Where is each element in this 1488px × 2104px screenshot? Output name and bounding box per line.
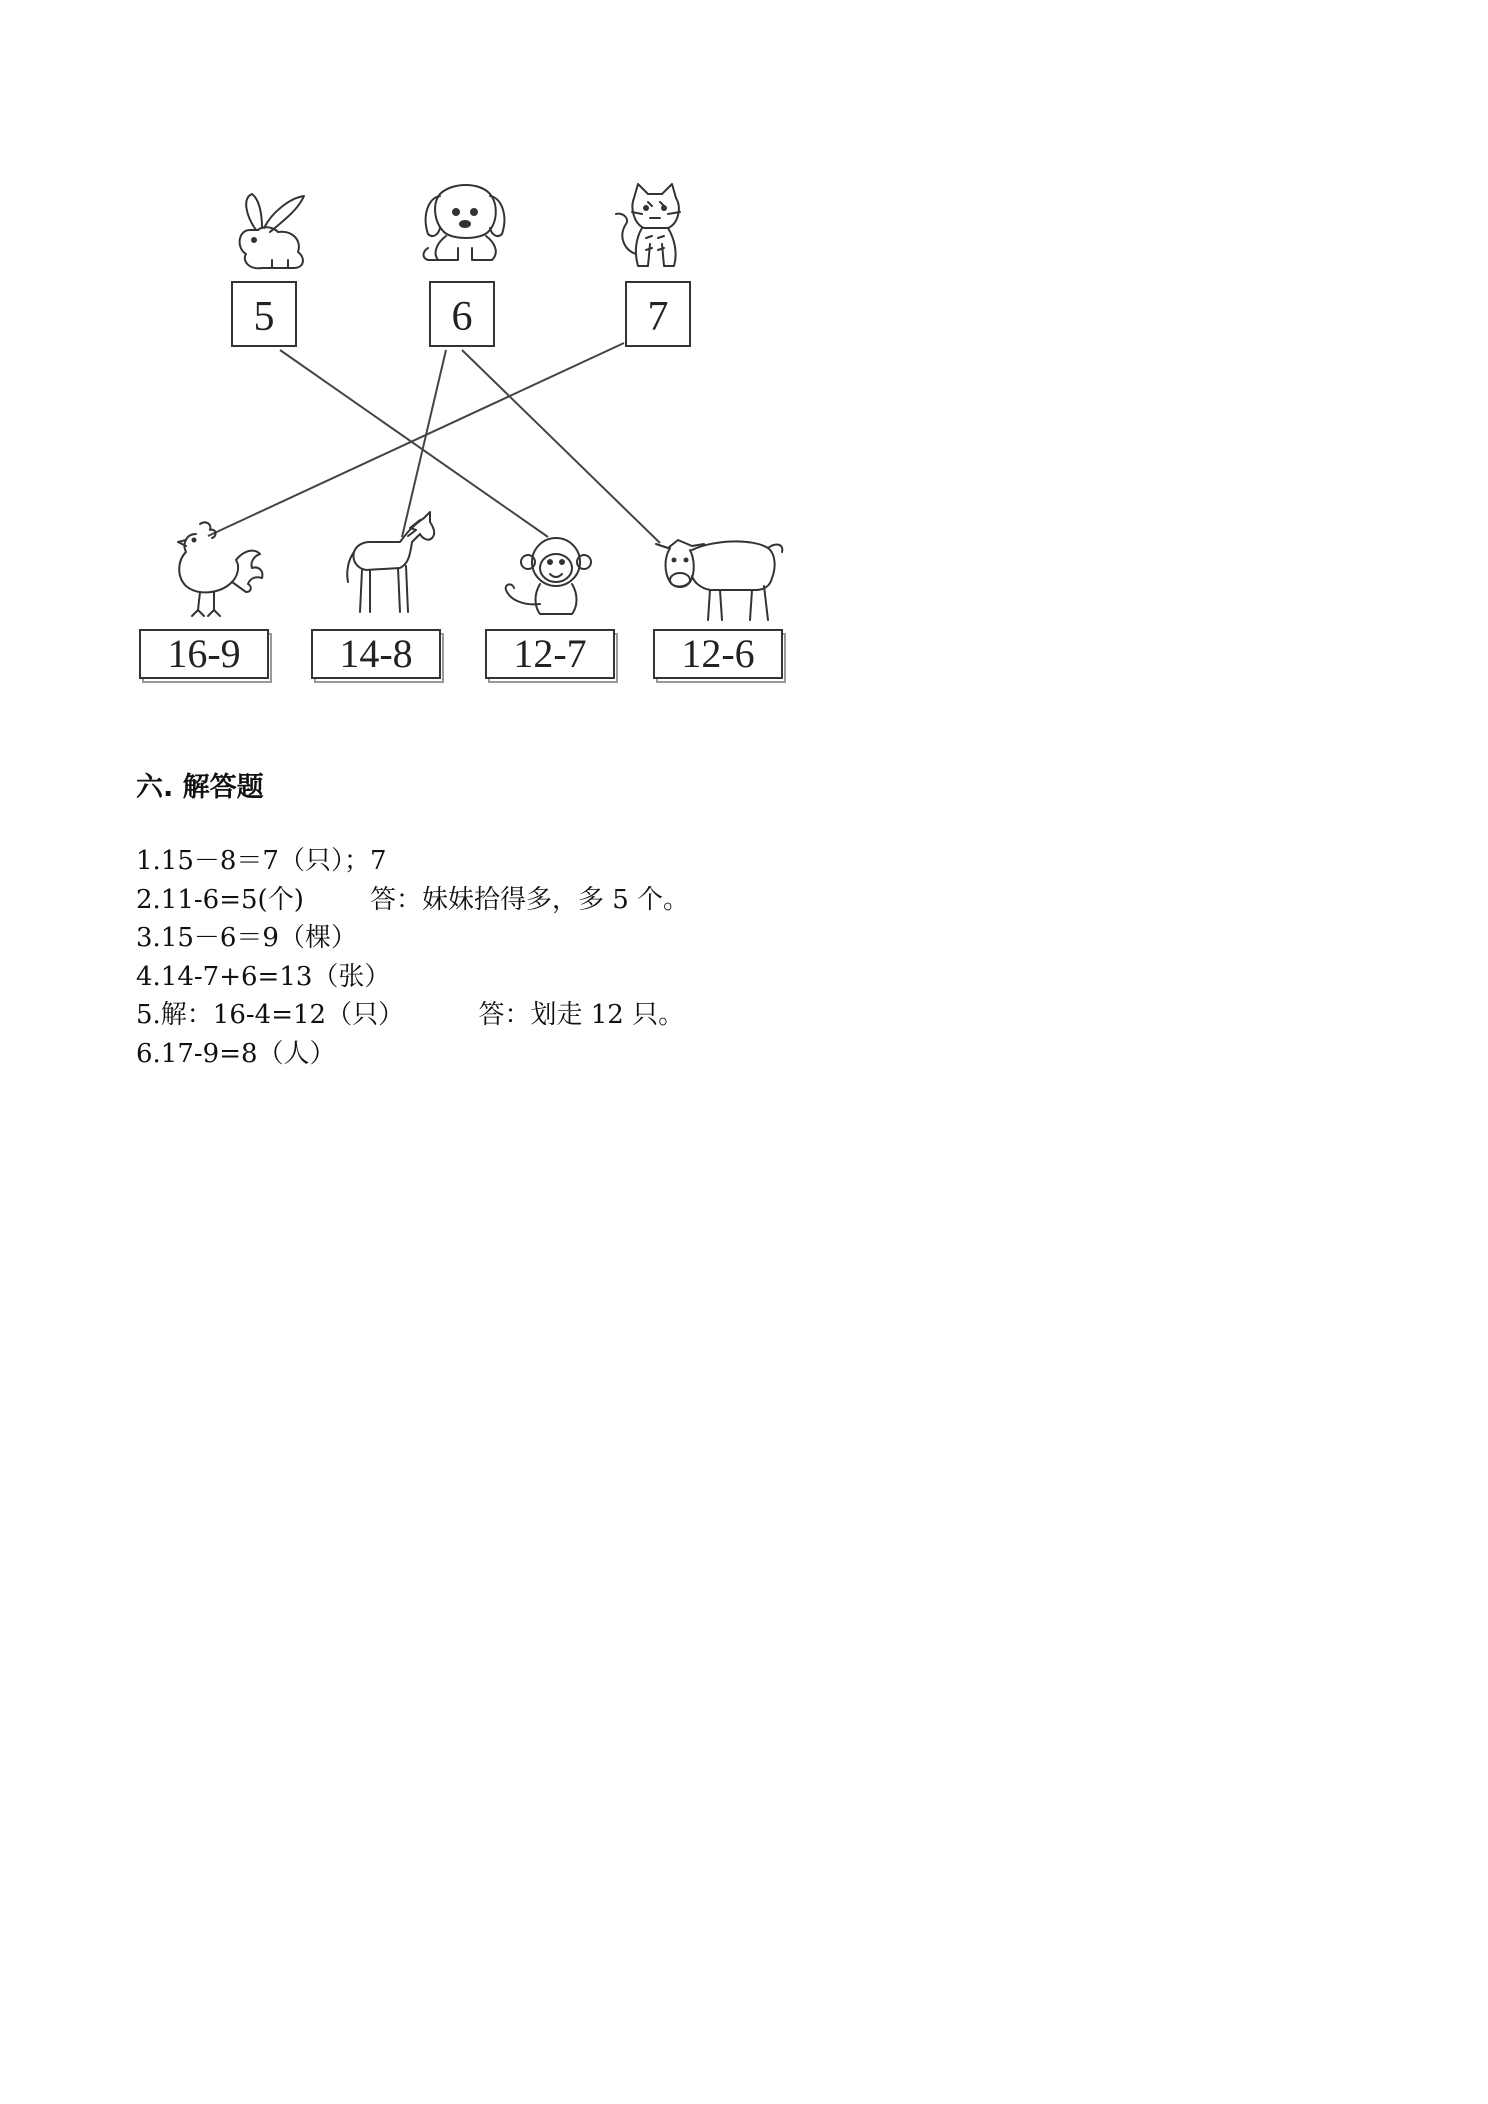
- bottom-box-14-8-label: 14-8: [339, 631, 413, 676]
- bottom-box-12-6: [654, 630, 785, 682]
- bottom-box-16-9: [140, 630, 271, 682]
- line-5-to-12-7: [280, 350, 548, 537]
- monkey-icon: [506, 538, 591, 614]
- top-box-7-label: 7: [647, 294, 669, 340]
- bottom-box-16-9-label: 16-9: [167, 631, 241, 676]
- top-box-6: [430, 282, 494, 346]
- line-7-to-16-9: [208, 343, 624, 536]
- bottom-box-12-7: [486, 630, 617, 682]
- top-box-5: [232, 282, 296, 346]
- bottom-box-12-7-label: 12-7: [513, 631, 587, 676]
- answer-item-2: 2.11-6=5(个) 答：妹妹拾得多，多 5 个。: [136, 884, 690, 915]
- answer-item-1: 1.15－8＝7（只）；7: [136, 846, 387, 876]
- rooster-icon: [178, 522, 262, 616]
- cat-icon: [616, 184, 680, 266]
- top-box-5-label: 5: [253, 294, 275, 340]
- answer-item-4: 4.14-7+6=13（张）: [136, 961, 391, 992]
- section-title: 六. 解答题: [136, 772, 264, 803]
- answer-item-5: 5.解：16-4=12（只） 答：划走 12 只。: [136, 1000, 685, 1031]
- answer-item-3: 3.15－6＝9（棵）: [136, 923, 357, 954]
- bottom-box-12-6-label: 12-6: [681, 631, 755, 676]
- bottom-box-14-8: [312, 630, 443, 682]
- answer-item-6: 6.17-9=8（人）: [136, 1038, 336, 1069]
- line-6-to-12-6: [462, 350, 660, 543]
- answer-list: [136, 842, 689, 1074]
- cow-icon: [656, 540, 782, 620]
- rabbit-icon: [240, 194, 304, 268]
- connection-lines: [208, 343, 660, 543]
- matching-figure: [0, 0, 1488, 720]
- top-box-6-label: 6: [451, 294, 473, 340]
- horse-icon: [347, 512, 434, 612]
- dog-icon: [424, 185, 505, 260]
- top-box-7: [626, 282, 690, 346]
